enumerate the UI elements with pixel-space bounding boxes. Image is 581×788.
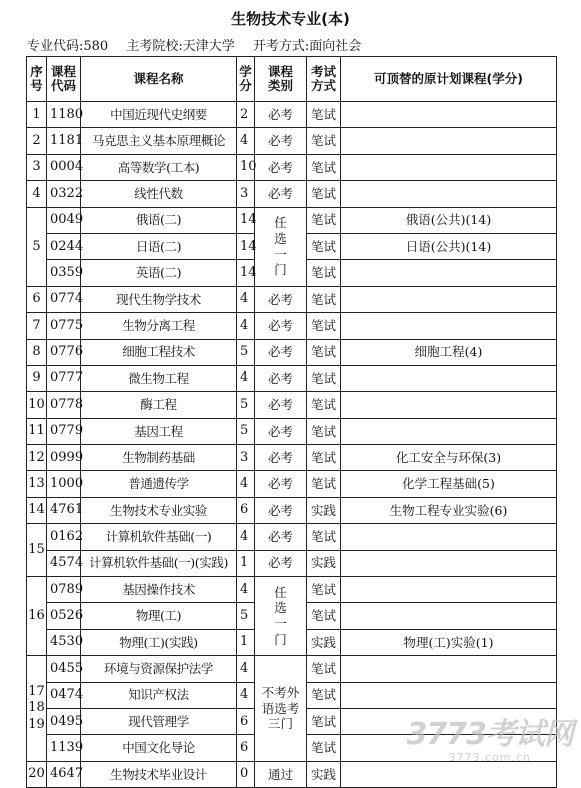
seq-cell: 8 — [27, 339, 47, 365]
course-substitute: 化工安全与环保(3) — [341, 445, 557, 471]
header-code: 课程 代码 — [47, 57, 81, 102]
table-row — [27, 365, 557, 391]
course-substitute — [341, 154, 557, 180]
course-category: 必考 — [255, 497, 307, 523]
course-credit: 4 — [237, 656, 255, 682]
course-code: 0526 — [47, 603, 81, 629]
header-exam: 考试 方式 — [307, 57, 341, 102]
course-code: 0495 — [47, 708, 81, 734]
course-code: 4530 — [47, 629, 81, 655]
page-title: 生物技术专业(本) — [231, 10, 350, 28]
seq-cell: 17 18 19 — [27, 656, 47, 762]
course-exam: 笔试 — [307, 313, 341, 339]
course-substitute — [341, 577, 557, 603]
watermark-logo: 3773考试网 — [406, 717, 573, 752]
course-name: 生物技术专业实验 — [81, 497, 237, 523]
course-credit: 14 — [237, 260, 255, 286]
course-code: 0777 — [47, 365, 81, 391]
course-credit: 3 — [237, 445, 255, 471]
course-exam: 实践 — [307, 761, 341, 787]
course-category: 必考 — [255, 550, 307, 576]
course-exam: 实践 — [307, 550, 341, 576]
table-row — [27, 445, 557, 471]
course-category: 必考 — [255, 365, 307, 391]
course-code: 1180 — [47, 102, 81, 128]
course-credit: 4 — [237, 365, 255, 391]
course-credit: 5 — [237, 603, 255, 629]
table-row — [27, 154, 557, 180]
header-row — [27, 57, 557, 102]
course-substitute — [341, 102, 557, 128]
course-credit: 5 — [237, 418, 255, 444]
seq-cell: 16 — [27, 577, 47, 656]
course-exam: 笔试 — [307, 735, 341, 761]
header-name: 课程名称 — [81, 57, 237, 102]
course-credit: 6 — [237, 708, 255, 734]
course-credit: 6 — [237, 497, 255, 523]
course-name: 计算机软件基础(一) — [81, 524, 237, 550]
course-code: 0789 — [47, 577, 81, 603]
course-name: 物理(工) — [81, 603, 237, 629]
seq-cell: 2 — [27, 128, 47, 154]
table-row — [27, 286, 557, 312]
course-category: 必考 — [255, 392, 307, 418]
course-name: 生物制药基础 — [81, 445, 237, 471]
table-row — [27, 577, 557, 603]
course-credit: 5 — [237, 339, 255, 365]
course-substitute — [341, 392, 557, 418]
course-substitute: 日语(公共)(14) — [341, 233, 557, 259]
course-category: 必考 — [255, 471, 307, 497]
course-category: 必考 — [255, 445, 307, 471]
course-exam: 笔试 — [307, 207, 341, 233]
course-category: 必考 — [255, 102, 307, 128]
course-name: 环境与资源保护法学 — [81, 656, 237, 682]
course-category: 必考 — [255, 313, 307, 339]
seq-cell: 9 — [27, 365, 47, 391]
course-credit: 10 — [237, 154, 255, 180]
course-code: 0455 — [47, 656, 81, 682]
course-code: 1000 — [47, 471, 81, 497]
course-code: 4761 — [47, 497, 81, 523]
table-row — [27, 656, 557, 682]
course-code: 4574 — [47, 550, 81, 576]
header-substitute: 可顶替的原计划课程(学分) — [341, 57, 557, 102]
course-credit: 14 — [237, 233, 255, 259]
course-credit: 5 — [237, 392, 255, 418]
table-row — [27, 392, 557, 418]
course-table-body — [27, 102, 557, 788]
table-row — [27, 313, 557, 339]
course-exam: 笔试 — [307, 260, 341, 286]
table-row — [27, 471, 557, 497]
course-code: 0776 — [47, 339, 81, 365]
course-name: 酶工程 — [81, 392, 237, 418]
course-code: 0322 — [47, 181, 81, 207]
table-row — [27, 181, 557, 207]
table-row — [27, 207, 557, 233]
course-name: 计算机软件基础(一)(实践) — [81, 550, 237, 576]
course-substitute: 生物工程专业实验(6) — [341, 497, 557, 523]
course-substitute — [341, 260, 557, 286]
seq-cell: 4 — [27, 181, 47, 207]
course-category: 必考 — [255, 286, 307, 312]
course-credit: 4 — [237, 471, 255, 497]
course-exam: 笔试 — [307, 656, 341, 682]
course-substitute — [341, 761, 557, 787]
course-name: 中国近现代史纲要 — [81, 102, 237, 128]
course-code: 4647 — [47, 761, 81, 787]
table-row — [27, 497, 557, 523]
course-name: 中国文化导论 — [81, 735, 237, 761]
course-credit: 6 — [237, 735, 255, 761]
course-substitute — [341, 181, 557, 207]
header-seq: 序 号 — [27, 57, 47, 102]
course-credit: 4 — [237, 682, 255, 708]
course-category: 必考 — [255, 339, 307, 365]
major-info — [27, 35, 375, 54]
course-name: 细胞工程技术 — [81, 339, 237, 365]
course-code: 0474 — [47, 682, 81, 708]
course-exam: 笔试 — [307, 524, 341, 550]
table-row — [27, 102, 557, 128]
course-substitute — [341, 603, 557, 629]
course-code: 0244 — [47, 233, 81, 259]
exam-school: 主考院校:天津大学 — [126, 39, 235, 54]
course-exam: 笔试 — [307, 603, 341, 629]
course-substitute — [341, 286, 557, 312]
course-exam: 笔试 — [307, 128, 341, 154]
course-credit: 4 — [237, 577, 255, 603]
course-exam: 笔试 — [307, 418, 341, 444]
watermark-url: 3773.com.cn — [448, 751, 531, 764]
course-substitute — [341, 524, 557, 550]
course-name: 现代管理学 — [81, 708, 237, 734]
course-code: 0774 — [47, 286, 81, 312]
course-code: 0775 — [47, 313, 81, 339]
course-credit: 4 — [237, 524, 255, 550]
seq-cell: 3 — [27, 154, 47, 180]
course-category: 任 选 一 门 — [255, 577, 307, 656]
course-substitute — [341, 550, 557, 576]
table-row — [27, 418, 557, 444]
course-exam: 实践 — [307, 497, 341, 523]
course-exam: 笔试 — [307, 682, 341, 708]
course-name: 现代生物学技术 — [81, 286, 237, 312]
course-substitute: 俄语(公共)(14) — [341, 207, 557, 233]
course-credit: 4 — [237, 286, 255, 312]
course-code: 0778 — [47, 392, 81, 418]
course-substitute — [341, 313, 557, 339]
exam-mode: 开考方式:面向社会 — [252, 39, 362, 54]
seq-cell: 13 — [27, 471, 47, 497]
course-code: 0049 — [47, 207, 81, 233]
course-substitute: 化学工程基础(5) — [341, 471, 557, 497]
course-name: 生物分离工程 — [81, 313, 237, 339]
course-name: 高等数学(工本) — [81, 154, 237, 180]
course-name: 日语(二) — [81, 233, 237, 259]
course-exam: 笔试 — [307, 392, 341, 418]
header-category: 课程 类别 — [255, 57, 307, 102]
course-credit: 0 — [237, 761, 255, 787]
major-code: 专业代码:580 — [27, 39, 109, 54]
course-category: 任 选 一 门 — [255, 207, 307, 286]
course-name: 马克思主义基本原理概论 — [81, 128, 237, 154]
seq-cell: 6 — [27, 286, 47, 312]
course-code: 0779 — [47, 418, 81, 444]
course-name: 俄语(二) — [81, 207, 237, 233]
table-row — [27, 339, 557, 365]
course-substitute: 细胞工程(4) — [341, 339, 557, 365]
course-name: 物理(工)(实践) — [81, 629, 237, 655]
course-name: 微生物工程 — [81, 365, 237, 391]
seq-cell: 12 — [27, 445, 47, 471]
course-exam: 笔试 — [307, 577, 341, 603]
course-code: 0162 — [47, 524, 81, 550]
course-category: 必考 — [255, 524, 307, 550]
seq-cell: 5 — [27, 207, 47, 286]
course-category: 必考 — [255, 128, 307, 154]
site-watermark — [407, 709, 574, 764]
course-substitute: 物理(工)实验(1) — [341, 629, 557, 655]
course-category: 必考 — [255, 181, 307, 207]
course-name: 线性代数 — [81, 181, 237, 207]
seq-cell: 7 — [27, 313, 47, 339]
course-substitute — [341, 656, 557, 682]
course-name: 基因操作技术 — [81, 577, 237, 603]
course-substitute — [341, 128, 557, 154]
course-name: 基因工程 — [81, 418, 237, 444]
course-table — [26, 56, 557, 788]
course-category: 不考外 语选考 三门 — [255, 656, 307, 762]
course-exam: 笔试 — [307, 233, 341, 259]
course-exam: 笔试 — [307, 708, 341, 734]
course-exam: 笔试 — [307, 181, 341, 207]
course-exam: 笔试 — [307, 365, 341, 391]
course-credit: 3 — [237, 181, 255, 207]
course-code: 1181 — [47, 128, 81, 154]
table-row — [27, 128, 557, 154]
course-exam: 笔试 — [307, 286, 341, 312]
course-name: 生物技术毕业设计 — [81, 761, 237, 787]
course-credit: 2 — [237, 102, 255, 128]
course-substitute — [341, 365, 557, 391]
course-credit: 1 — [237, 629, 255, 655]
course-exam: 笔试 — [307, 471, 341, 497]
course-name: 知识产权法 — [81, 682, 237, 708]
course-credit: 4 — [237, 313, 255, 339]
course-code: 0004 — [47, 154, 81, 180]
course-exam: 实践 — [307, 629, 341, 655]
course-code: 0359 — [47, 260, 81, 286]
course-code: 0999 — [47, 445, 81, 471]
seq-cell: 14 — [27, 497, 47, 523]
header-credit: 学 分 — [237, 57, 255, 102]
course-category: 必考 — [255, 154, 307, 180]
table-row — [27, 524, 557, 550]
course-exam: 笔试 — [307, 339, 341, 365]
seq-cell: 11 — [27, 418, 47, 444]
course-name: 普通遗传学 — [81, 471, 237, 497]
seq-cell: 15 — [27, 524, 47, 577]
course-category: 必考 — [255, 418, 307, 444]
seq-cell: 1 — [27, 102, 47, 128]
course-name: 英语(二) — [81, 260, 237, 286]
course-exam: 笔试 — [307, 102, 341, 128]
table-row — [27, 550, 557, 576]
course-exam: 笔试 — [307, 445, 341, 471]
course-substitute — [341, 682, 557, 708]
course-credit: 4 — [237, 128, 255, 154]
course-category: 通过 — [255, 761, 307, 787]
seq-cell: 10 — [27, 392, 47, 418]
course-credit: 1 — [237, 550, 255, 576]
seq-cell: 20 — [27, 761, 47, 787]
course-substitute — [341, 418, 557, 444]
course-code: 1139 — [47, 735, 81, 761]
course-exam: 笔试 — [307, 154, 341, 180]
table-row — [27, 761, 557, 787]
course-credit: 14 — [237, 207, 255, 233]
